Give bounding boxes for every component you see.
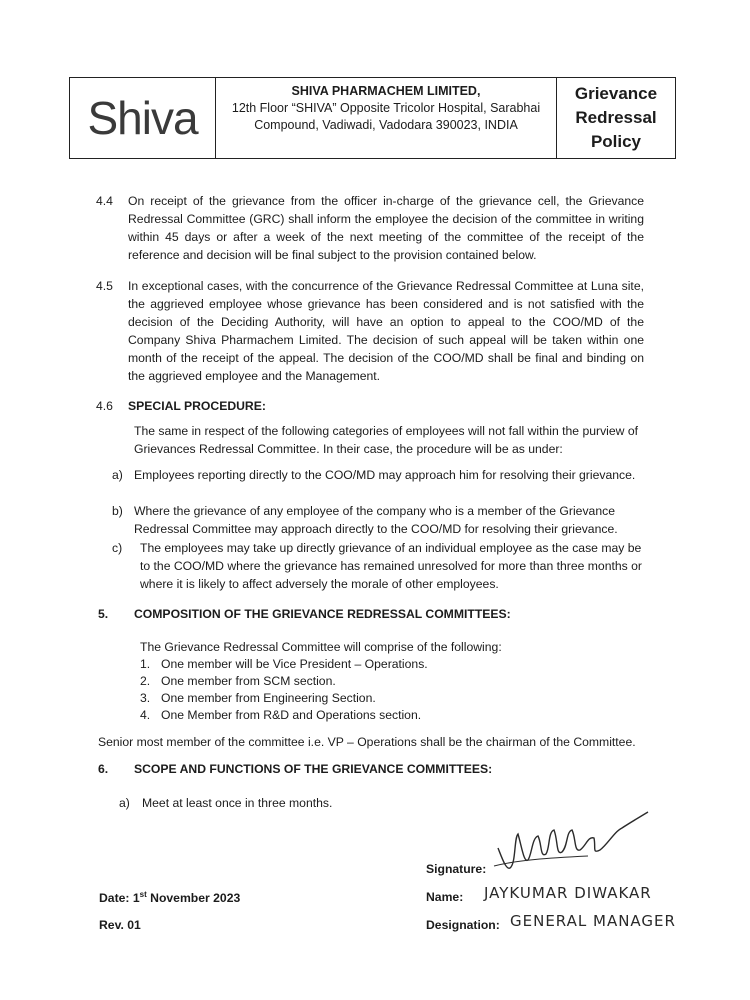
section-4-5-text: In exceptional cases, with the concurrence of the Grievance Redressal Committee at Luna site, the aggrieved employee whose grievance has been considered and is not satisfied with the decision of the Deciding Authority, will have an option to appeal to the COO/MD of the Company Shiva Pharmachem Limited. The decision of such appeal will be taken within one month of the receipt of the appeal. The decision of the COO/MD shall be final and binding on the aggrieved employee and the Management. (128, 279, 644, 383)
list-item: Meet at least once in three months. (142, 796, 333, 810)
policy-title-line-3: Policy (590, 132, 642, 151)
company-name: SHIVA PHARMACHEM LIMITED, (291, 84, 481, 98)
list-item: One member from Engineering Section. (161, 691, 376, 705)
section-5-intro: The Grievance Redressal Committee will comprise of the following: (140, 640, 502, 654)
policy-title-line-1: Grievance (574, 84, 658, 103)
list-item: One member from SCM section. (161, 674, 336, 688)
company-logo: Shiva (70, 78, 216, 158)
address-line-1: 12th Floor “SHIVA” Opposite Tricolor Hospital, Sarabhai (231, 101, 541, 115)
section-6-number: 6. (98, 762, 109, 776)
name-label: Name: (426, 890, 464, 904)
section-5-note: Senior most member of the committee i.e. VP – Operations shall be the chairman of the Committee. (98, 735, 636, 749)
company-address-block (216, 78, 557, 158)
section-5-heading: COMPOSITION OF THE GRIEVANCE REDRESSAL COMMITTEES: (134, 607, 511, 621)
list-item: The employees may take up directly grievance of an individual employee as the case may be to the COO/MD where the grievance has remained unresolved for more than three months or where it is likely to affect adversely the morale of other employees. (140, 541, 642, 591)
policy-title-line-2: Redressal (575, 108, 657, 127)
list-item-mark: 1. (140, 657, 151, 671)
signature-label: Signature: (426, 862, 487, 876)
designation-label: Designation: (426, 918, 500, 932)
list-item-mark: a) (119, 796, 130, 810)
section-6-heading: SCOPE AND FUNCTIONS OF THE GRIEVANCE COMMITTEES: (134, 762, 493, 776)
list-item-mark: 4. (140, 708, 151, 722)
list-item-mark: 3. (140, 691, 151, 705)
list-item: One member will be Vice President – Operations. (161, 657, 428, 671)
designation-value: GENERAL MANAGER (510, 912, 676, 930)
section-4-5-number: 4.5 (96, 279, 113, 293)
section-4-4-number: 4.4 (96, 194, 113, 208)
section-4-6-number: 4.6 (96, 399, 113, 413)
list-item-mark: c) (112, 541, 123, 555)
date-label: Date: 1 (99, 891, 140, 906)
list-item: Where the grievance of any employee of the company who is a member of the Grievance Redressal Committee may approach directly to the COO/MD for resolving their grievance. (134, 504, 618, 536)
list-item-mark: a) (112, 468, 123, 482)
list-item-mark: 2. (140, 674, 151, 688)
document-header (69, 77, 676, 159)
date-line (99, 890, 240, 905)
section-5-number: 5. (98, 607, 109, 621)
date-suffix: st (139, 890, 147, 899)
list-item: One Member from R&D and Operations section. (161, 708, 422, 722)
list-item: Employees reporting directly to the COO/MD may approach him for resolving their grievance. (134, 468, 636, 482)
address-line-2: Compound, Vadiwadi, Vadodara 390023, INDIA (254, 118, 518, 132)
section-4-6-heading: SPECIAL PROCEDURE: (128, 399, 266, 413)
section-4-6-intro: The same in respect of the following categories of employees will not fall within the purview of Grievances Redressal Committee. In their case, the procedure will be as under: (134, 424, 639, 456)
policy-title (557, 78, 675, 158)
list-item-mark: b) (112, 504, 123, 518)
section-4-4-text: On receipt of the grievance from the officer in-charge of the grievance cell, the Grievance Redressal Committee (GRC) shall inform the employee the decision of the committee in writing within 45 days or after a week of the next meeting of the committee of the receipt of the reference and decision will be final subject to the provision contained below. (128, 194, 644, 262)
revision: Rev. 01 (99, 918, 141, 932)
signature-image (488, 808, 658, 878)
name-value: JAYKUMAR DIWAKAR (484, 884, 652, 902)
date-rest: November 2023 (146, 891, 241, 906)
